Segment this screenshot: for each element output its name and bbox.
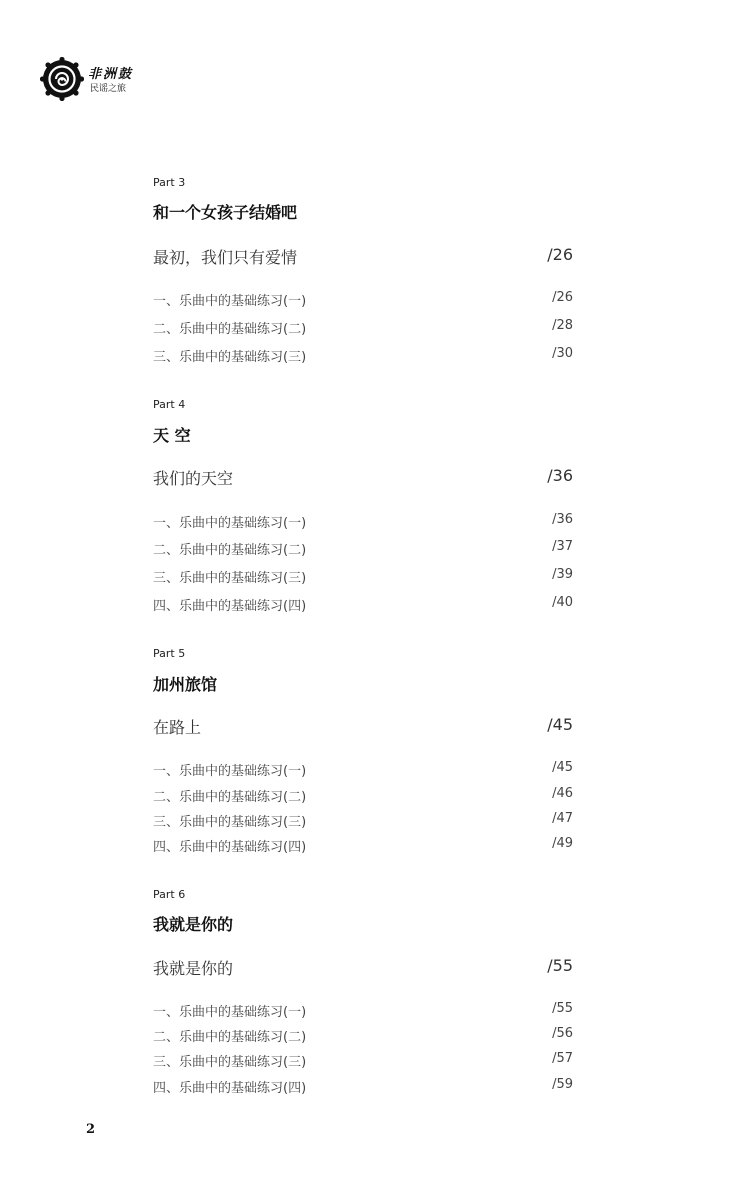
- chapter-page: /36: [547, 466, 573, 485]
- lesson-page: /49: [552, 836, 573, 851]
- lesson-title: 三、乐曲中的基础练习(三): [153, 1055, 307, 1070]
- chapter-entry[interactable]: [153, 466, 573, 488]
- lesson-entry[interactable]: [153, 836, 573, 854]
- part-title: 天 空: [153, 426, 191, 445]
- lesson-entry[interactable]: [153, 567, 573, 585]
- chapter-title: 最初，我们只有爱情: [153, 248, 298, 267]
- part-label: Part 5: [153, 647, 186, 660]
- logo-title: 非洲鼓: [88, 67, 134, 82]
- lesson-title: 三、乐曲中的基础练习(三): [153, 571, 307, 586]
- lesson-entry[interactable]: [153, 346, 573, 364]
- lesson-title: 四、乐曲中的基础练习(四): [153, 840, 307, 855]
- chapter-page: /26: [547, 245, 573, 264]
- lesson-page: /47: [552, 811, 573, 826]
- lesson-title: 一、乐曲中的基础练习(一): [153, 764, 307, 779]
- lesson-page: /59: [552, 1077, 573, 1092]
- lesson-entry[interactable]: [153, 1026, 573, 1044]
- lesson-title: 四、乐曲中的基础练习(四): [153, 599, 307, 614]
- lesson-title: 二、乐曲中的基础练习(二): [153, 322, 307, 337]
- page-number: 2: [86, 1122, 96, 1137]
- chapter-entry[interactable]: [153, 956, 573, 978]
- lesson-title: 一、乐曲中的基础练习(一): [153, 294, 307, 309]
- lesson-entry[interactable]: [153, 1051, 573, 1069]
- lesson-title: 二、乐曲中的基础练习(二): [153, 543, 307, 558]
- lesson-title: 四、乐曲中的基础练习(四): [153, 1081, 307, 1096]
- lesson-page: /37: [552, 539, 573, 554]
- lesson-page: /45: [552, 760, 573, 775]
- part-label: Part 3: [153, 176, 186, 189]
- chapter-page: /55: [547, 956, 573, 975]
- part-title: 和一个女孩子结婚吧: [153, 203, 298, 222]
- lesson-entry[interactable]: [153, 811, 573, 829]
- chapter-title: 我们的天空: [153, 469, 234, 488]
- chapter-entry[interactable]: [153, 715, 573, 737]
- lesson-title: 一、乐曲中的基础练习(一): [153, 516, 307, 531]
- chapter-entry[interactable]: [153, 245, 573, 267]
- lesson-page: /55: [552, 1001, 573, 1016]
- lesson-page: /46: [552, 786, 573, 801]
- lesson-entry[interactable]: [153, 318, 573, 336]
- lesson-entry[interactable]: [153, 290, 573, 308]
- part-title: 加州旅馆: [153, 675, 218, 694]
- lesson-page: /28: [552, 318, 573, 333]
- lesson-entry[interactable]: [153, 760, 573, 778]
- lesson-title: 一、乐曲中的基础练习(一): [153, 1005, 307, 1020]
- lesson-entry[interactable]: [153, 512, 573, 530]
- chapter-page: /45: [547, 715, 573, 734]
- lesson-entry[interactable]: [153, 1001, 573, 1019]
- lesson-title: 二、乐曲中的基础练习(二): [153, 1030, 307, 1045]
- lesson-page: /30: [552, 346, 573, 361]
- lesson-entry[interactable]: [153, 1077, 573, 1095]
- part-label: Part 4: [153, 398, 186, 411]
- lesson-entry[interactable]: [153, 539, 573, 557]
- lesson-page: /57: [552, 1051, 573, 1066]
- lesson-page: /39: [552, 567, 573, 582]
- lesson-page: /40: [552, 595, 573, 610]
- chapter-title: 我就是你的: [153, 959, 234, 978]
- lesson-page: /56: [552, 1026, 573, 1041]
- lesson-page: /26: [552, 290, 573, 305]
- logo-subtitle: 民谣之旅: [90, 84, 127, 94]
- book-logo: [40, 57, 150, 107]
- drum-spiral-icon: [40, 57, 84, 101]
- lesson-entry[interactable]: [153, 595, 573, 613]
- part-title: 我就是你的: [153, 915, 234, 934]
- chapter-title: 在路上: [153, 718, 202, 737]
- lesson-entry[interactable]: [153, 786, 573, 804]
- part-label: Part 6: [153, 888, 186, 901]
- lesson-title: 三、乐曲中的基础练习(三): [153, 350, 307, 365]
- lesson-title: 三、乐曲中的基础练习(三): [153, 815, 307, 830]
- lesson-page: /36: [552, 512, 573, 527]
- lesson-title: 二、乐曲中的基础练习(二): [153, 790, 307, 805]
